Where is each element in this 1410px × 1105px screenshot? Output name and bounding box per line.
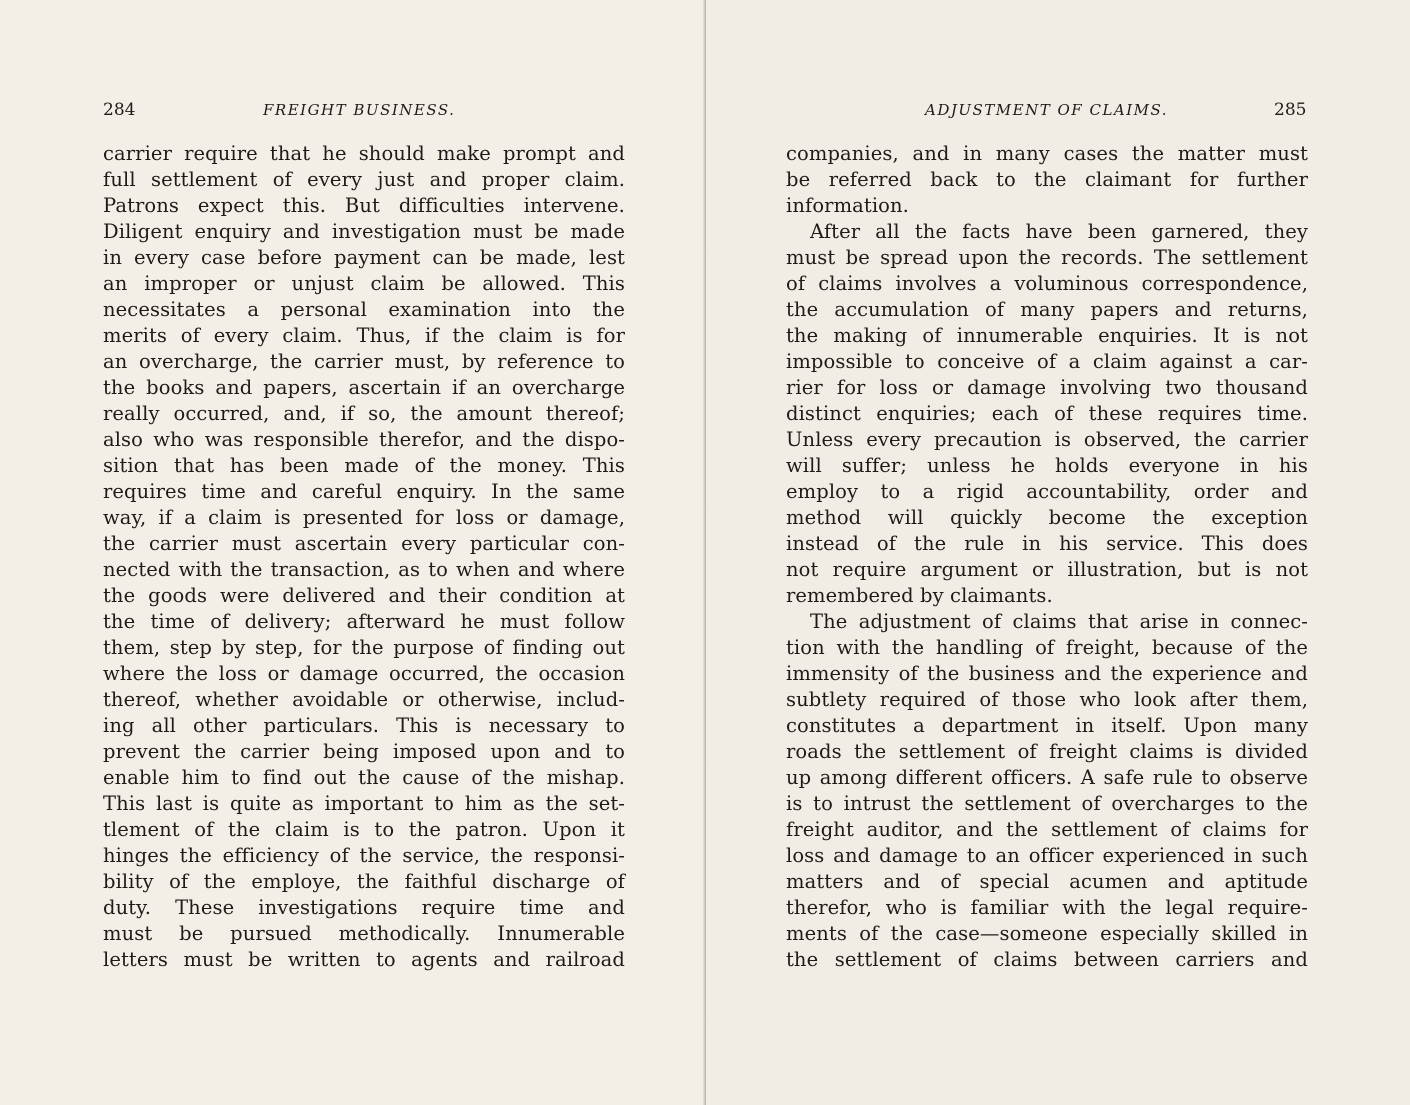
text-line: not require argument or illustration, but is not	[786, 558, 1308, 581]
text-line: employ to a rigid accountability, order and	[786, 480, 1308, 503]
text-line: information.	[786, 194, 909, 217]
text-line: companies, and in many cases the matter must	[786, 142, 1308, 165]
text-line: constitutes a department in itself. Upon many	[786, 714, 1308, 737]
text-line: immensity of the business and the experience and	[786, 662, 1308, 685]
text-line: must be pursued methodically. Innumerable	[103, 922, 625, 945]
text-line: tlement of the claim is to the patron. Upon it	[103, 818, 625, 841]
text-line: letters must be written to agents and railroad	[103, 948, 625, 971]
text-line: up among different officers. A safe rule to observe	[786, 766, 1308, 789]
text-line: enable him to find out the cause of the mishap.	[103, 766, 625, 789]
left-page-header	[0, 95, 705, 125]
text-line: method will quickly become the exception	[786, 506, 1308, 529]
text-line: remembered by claimants.	[786, 584, 1053, 607]
right-page-header	[706, 95, 1410, 125]
text-line: tion with the handling of freight, because of the	[786, 636, 1308, 659]
text-line: prevent the carrier being imposed upon and to	[103, 740, 625, 763]
text-line: ments of the case—someone especially skilled in	[786, 922, 1308, 945]
text-line: the accumulation of many papers and returns,	[786, 298, 1308, 321]
text-line: must be spread upon the records. The settlement	[786, 246, 1308, 269]
right-page-body	[786, 141, 1308, 973]
text-line: an overcharge, the carrier must, by reference to	[103, 350, 625, 373]
text-line: where the loss or damage occurred, the occasion	[103, 662, 625, 685]
text-line: sition that has been made of the money. This	[103, 454, 625, 477]
text-line: is to intrust the settlement of overcharges to the	[786, 792, 1308, 815]
text-line: hinges the efficiency of the service, the responsi-	[103, 844, 625, 867]
text-line: The adjustment of claims that arise in connec-	[810, 610, 1308, 633]
text-line: subtlety required of those who look after them,	[786, 688, 1308, 711]
text-line: therefor, who is familiar with the legal require-	[786, 896, 1308, 919]
text-line: an improper or unjust claim be allowed. This	[103, 272, 625, 295]
text-line: full settlement of every just and proper claim.	[103, 168, 625, 191]
text-line: be referred back to the claimant for further	[786, 168, 1308, 191]
text-line: also who was responsible therefor, and the dispo-	[103, 428, 625, 451]
text-line: the carrier must ascertain every particular con-	[103, 532, 625, 555]
text-line: of claims involves a voluminous correspondence,	[786, 272, 1308, 295]
left-page-number: 284	[103, 100, 136, 120]
text-line: This last is quite as important to him as the set-	[103, 792, 625, 815]
text-line: Diligent enquiry and investigation must be made	[103, 220, 625, 243]
text-line: Patrons expect this. But difficulties intervene.	[103, 194, 625, 217]
text-line: distinct enquiries; each of these requires time.	[786, 402, 1308, 425]
text-line: impossible to conceive of a claim against a car-	[786, 350, 1308, 373]
text-line: way, if a claim is presented for loss or damage,	[103, 506, 625, 529]
text-line: requires time and careful enquiry. In the same	[103, 480, 625, 503]
text-line: ing all other particulars. This is necessary to	[103, 714, 625, 737]
left-running-head: FREIGHT BUSINESS.	[263, 101, 456, 119]
text-line: the making of innumerable enquiries. It is not	[786, 324, 1308, 347]
text-line: duty. These investigations require time and	[103, 896, 625, 919]
text-line: roads the settlement of freight claims is divided	[786, 740, 1308, 763]
text-line: thereof, whether avoidable or otherwise, includ-	[103, 688, 625, 711]
text-line: necessitates a personal examination into the	[103, 298, 625, 321]
text-line: the books and papers, ascertain if an overcharge	[103, 376, 625, 399]
text-line: bility of the employe, the faithful discharge of	[103, 870, 625, 893]
right-page	[706, 0, 1410, 1105]
text-line: in every case before payment can be made, lest	[103, 246, 625, 269]
text-line: the time of delivery; afterward he must follow	[103, 610, 625, 633]
text-line: nected with the transaction, as to when and where	[103, 558, 625, 581]
text-line: carrier require that he should make prompt and	[103, 142, 625, 165]
text-line: them, step by step, for the purpose of finding out	[103, 636, 625, 659]
text-line: will suffer; unless he holds everyone in his	[786, 454, 1308, 477]
text-line: freight auditor, and the settlement of claims for	[786, 818, 1308, 841]
text-line: the settlement of claims between carriers and	[786, 948, 1308, 971]
text-line: merits of every claim. Thus, if the claim is for	[103, 324, 625, 347]
text-line: loss and damage to an officer experienced in such	[786, 844, 1308, 867]
left-page-body	[103, 141, 625, 973]
right-running-head: ADJUSTMENT OF CLAIMS.	[925, 101, 1169, 119]
text-line: After all the facts have been garnered, they	[810, 220, 1308, 243]
right-page-number: 285	[1274, 100, 1307, 120]
text-line: really occurred, and, if so, the amount thereof;	[103, 402, 625, 425]
text-line: the goods were delivered and their condition at	[103, 584, 625, 607]
text-line: Unless every precaution is observed, the carrier	[786, 428, 1308, 451]
text-line: matters and of special acumen and aptitude	[786, 870, 1308, 893]
text-line: instead of the rule in his service. This does	[786, 532, 1308, 555]
text-line: rier for loss or damage involving two thousand	[786, 376, 1308, 399]
